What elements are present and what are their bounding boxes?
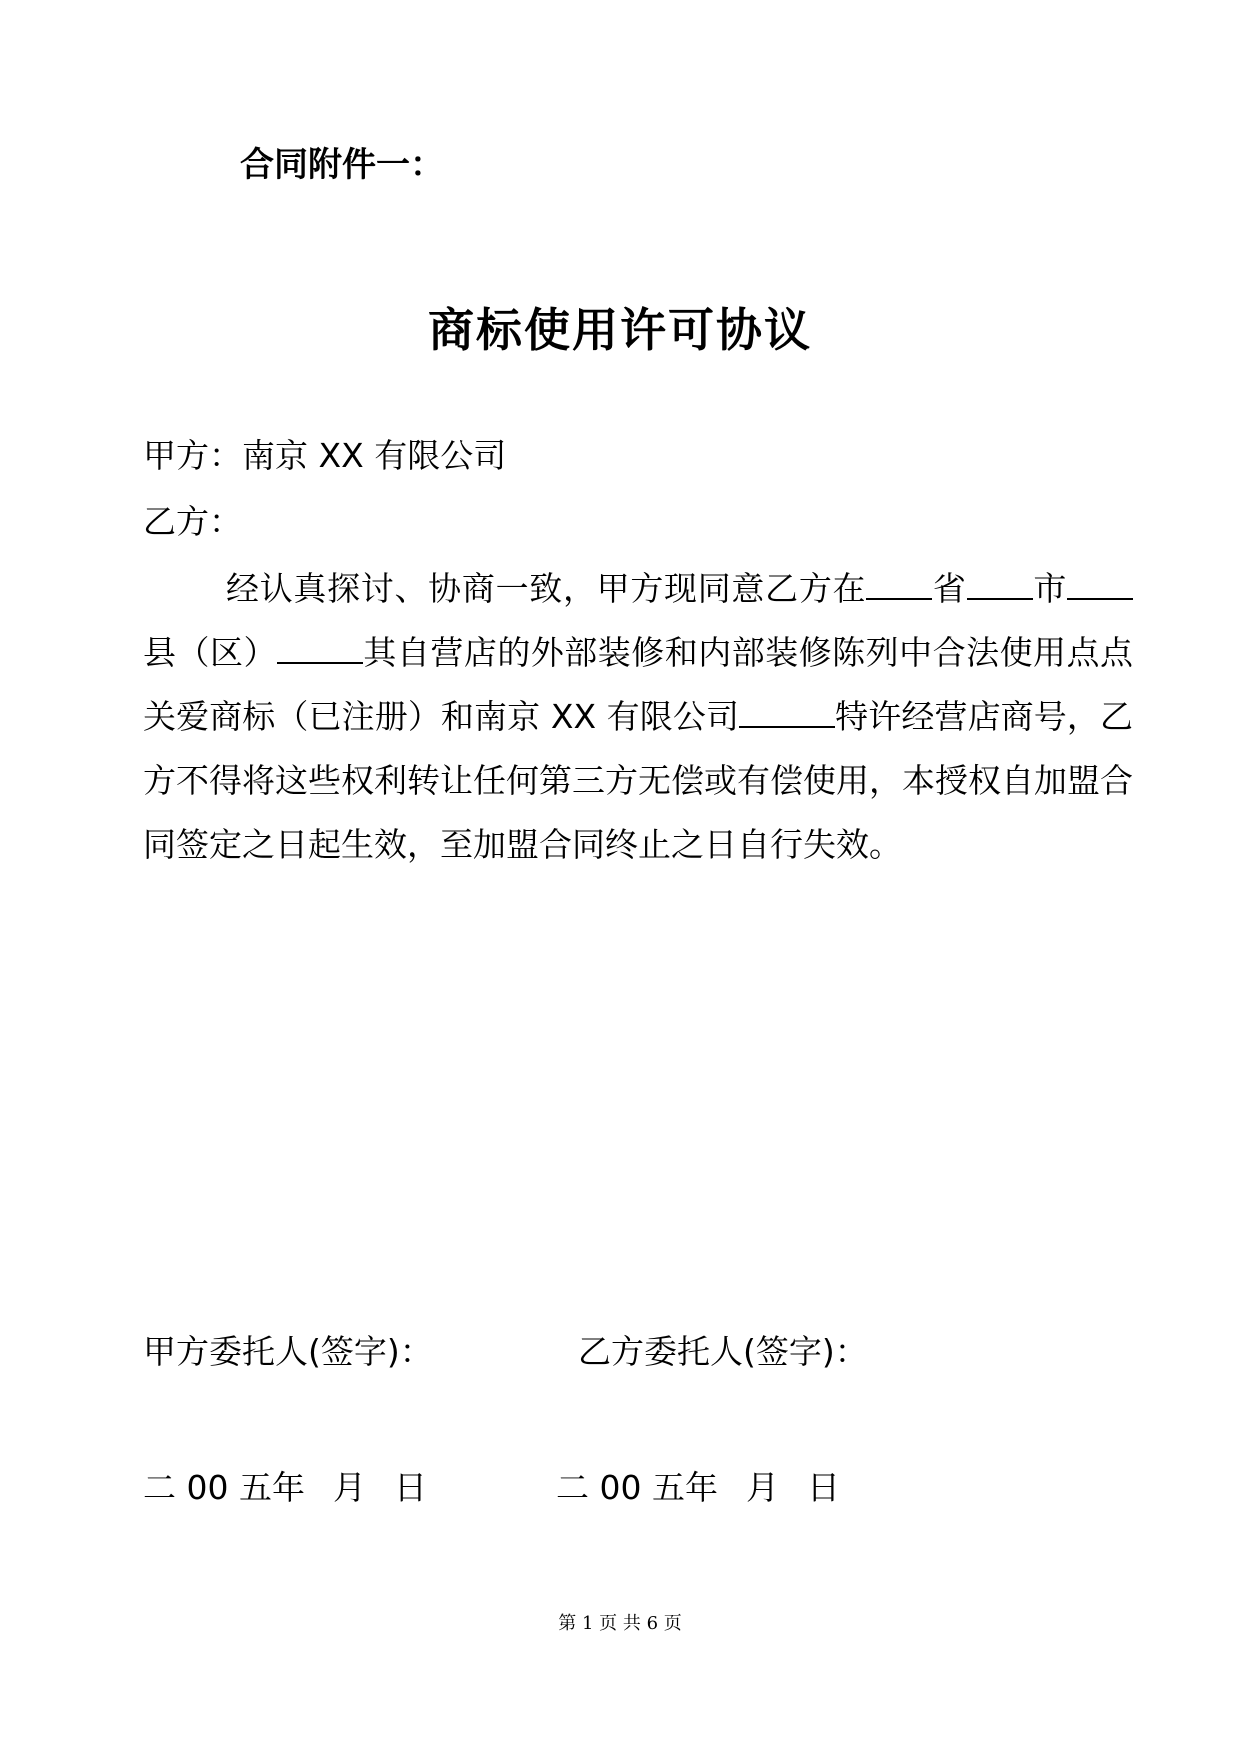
- location-blank: [277, 632, 363, 664]
- date-year: 二 00 五年: [143, 1468, 305, 1507]
- date-month: 月: [745, 1468, 779, 1507]
- body-segment: 省: [932, 569, 967, 608]
- document-title: 商标使用许可协议: [428, 303, 812, 357]
- store-name-blank: [739, 696, 835, 728]
- date-day: 日: [806, 1468, 840, 1507]
- party-a-line: 甲方：南京 XX 有限公司: [143, 436, 507, 475]
- agreement-body: [143, 557, 1133, 877]
- city-blank: [967, 568, 1033, 600]
- body-segment: 县（区）: [143, 633, 277, 672]
- county-blank: [1067, 568, 1133, 600]
- party-b-line: 乙方：: [143, 502, 242, 541]
- body-segment: 经认真探讨、协商一致，甲方现同意乙方在: [226, 569, 867, 608]
- body-segment: 市: [1032, 569, 1068, 608]
- attachment-label: 合同附件一：: [240, 145, 444, 185]
- party-a-signature-label: 甲方委托人(签字)：: [143, 1332, 433, 1371]
- date-year: 二 00 五年: [556, 1468, 718, 1507]
- page-number-footer: 第 1 页 共 6 页: [558, 1613, 682, 1634]
- body-segment: 特许经营店商号，乙方不得将这些权利转让任何第三方无偿或有偿使用，本授权自加盟合同签定之日起生效，至加盟合同终止之日自行失效。: [143, 697, 1133, 864]
- province-blank: [866, 568, 932, 600]
- date-day: 日: [393, 1468, 427, 1507]
- party-b-date: [556, 1466, 840, 1510]
- date-month: 月: [332, 1468, 366, 1507]
- party-a-date: [143, 1466, 427, 1510]
- body-segment: 其自营店的外部装修和内部装修陈列中合法使用点点关爱商标（已注册）和南京 XX 有限公司: [143, 633, 1134, 736]
- party-b-signature-label: 乙方委托人(签字)：: [578, 1332, 868, 1371]
